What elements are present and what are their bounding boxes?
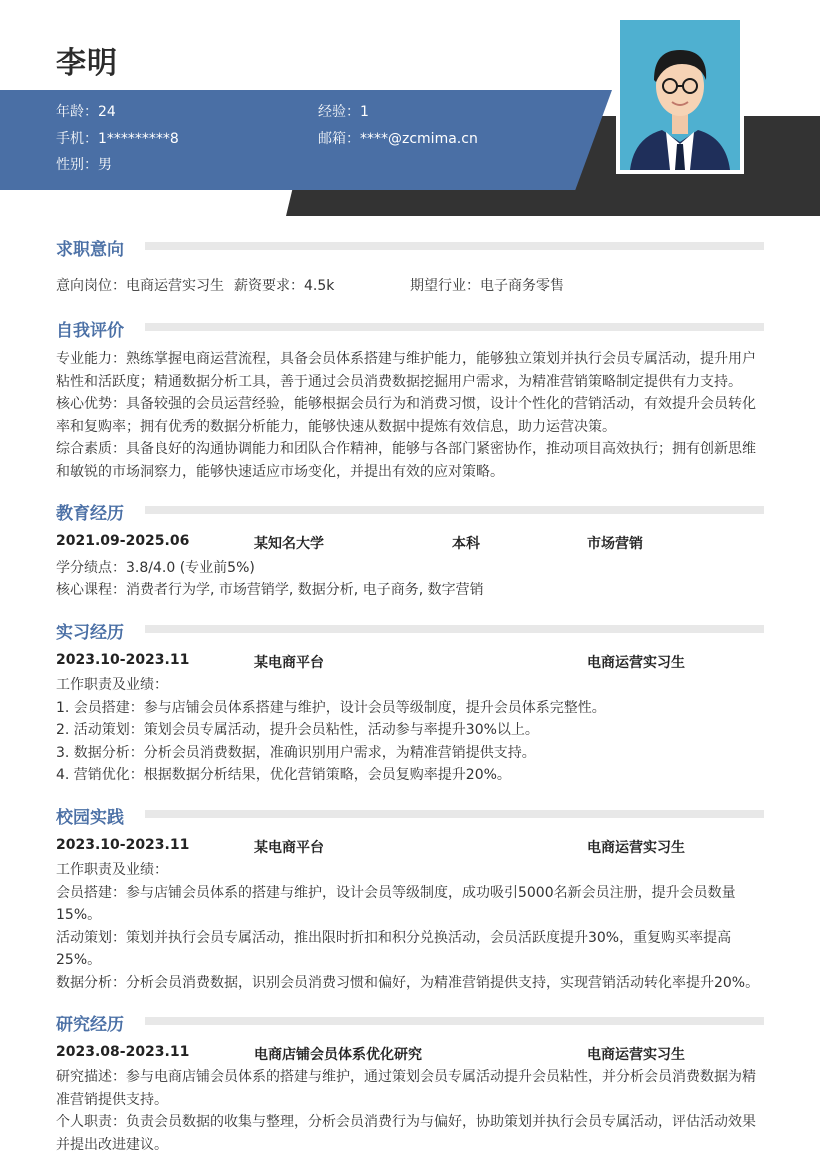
education-section-bar — [145, 506, 764, 514]
education-header-row — [56, 533, 766, 555]
research-details — [56, 1066, 766, 1156]
experience-value: 1 — [360, 104, 369, 120]
campus-date: 2023.10-2023.11 — [56, 837, 190, 853]
research-role: 电商运营实习生 — [587, 1047, 685, 1063]
research-project: 电商店铺会员体系优化研究 — [254, 1047, 422, 1063]
internship-duties-label: 工作职责及业绩： — [56, 677, 168, 693]
internship-section-title: 实习经历 — [56, 618, 130, 643]
internship-duties — [56, 674, 766, 787]
education-degree: 本科 — [452, 536, 480, 552]
campus-item: 数据分析：分析会员消费数据，识别会员消费习惯和偏好，为精准营销提供支持，实现营销活动转化率提升20%。 — [56, 974, 760, 991]
self-eval-section-bar — [145, 323, 764, 331]
self-eval-section-title: 自我评价 — [56, 316, 130, 341]
age-value: 24 — [98, 104, 116, 120]
campus-section-bar — [145, 810, 764, 818]
self-eval-paragraph: 专业能力：熟练掌握电商运营流程，具备会员体系搭建与维护能力，能够独立策划并执行会员专属活动，提升用户粘性和活跃度；精通数据分析工具，善于通过会员消费数据挖掘用户需求，为精准营销策略制定提供有力支持。 — [56, 351, 756, 390]
phone-field: 手机：1*********8 — [56, 131, 179, 147]
experience-field: 经验：1 — [318, 104, 369, 120]
gender-value: 男 — [98, 157, 112, 173]
self-eval-paragraph: 综合素质：具备良好的沟通协调能力和团队合作精神，能够与各部门紧密协作，推动项目高效执行；拥有创新思维和敏锐的市场洞察力，能够快速适应市场变化，并提出有效的应对策略。 — [56, 441, 756, 480]
education-section-title: 教育经历 — [56, 499, 130, 524]
self-eval-paragraph: 核心优势：具备较强的会员运营经验，能够根据会员行为和消费习惯，设计个性化的营销活动，有效提升会员转化率和复购率；拥有优秀的数据分析能力，能够快速从数据中提炼有效信息，助力运营决策。 — [56, 396, 756, 435]
internship-date: 2023.10-2023.11 — [56, 652, 190, 668]
internship-item: 4. 营销优化：根据数据分析结果，优化营销策略，会员复购率提升20%。 — [56, 767, 511, 783]
intent-industry: 期望行业：电子商务零售 — [410, 278, 564, 294]
internship-section-bar — [145, 625, 764, 633]
education-major: 市场营销 — [587, 536, 643, 552]
research-date: 2023.08-2023.11 — [56, 1044, 190, 1060]
internship-company: 某电商平台 — [254, 655, 324, 671]
education-courses: 核心课程：消费者行为学, 市场营销学, 数据分析, 电子商务, 数字营销 — [56, 582, 484, 598]
candidate-name: 李明 — [56, 46, 118, 81]
intent-section-title: 求职意向 — [56, 235, 130, 260]
self-eval-body — [56, 348, 766, 483]
research-section-bar — [145, 1017, 764, 1025]
education-gpa: 学分绩点：3.8/4.0 (专业前5%) — [56, 560, 255, 576]
campus-section-title: 校园实践 — [56, 803, 130, 828]
email-value: ****@zcmima.cn — [360, 131, 478, 147]
intent-salary: 薪资要求：4.5k — [234, 278, 335, 294]
education-date: 2021.09-2025.06 — [56, 533, 190, 549]
campus-item: 活动策划：策划并执行会员专属活动，推出限时折扣和积分兑换活动，会员活跃度提升30%，重复购买率提高25%。 — [56, 929, 732, 968]
internship-item: 3. 数据分析：分析会员消费数据，准确识别用户需求，为精准营销提供支持。 — [56, 744, 536, 761]
internship-header-row — [56, 652, 766, 674]
research-item: 个人职责：负责会员数据的收集与整理，分析会员消费行为与偏好，协助策划并执行会员专属活动，评估活动效果并提出改进建议。 — [56, 1114, 756, 1153]
profile-photo — [616, 16, 744, 174]
internship-item: 2. 活动策划：策划会员专属活动，提升会员粘性，活动参与率提升30%以上。 — [56, 722, 539, 738]
email-field: 邮箱：****@zcmima.cn — [318, 131, 478, 147]
avatar-illustration — [620, 20, 740, 170]
internship-role: 电商运营实习生 — [587, 655, 685, 671]
campus-duties-label: 工作职责及业绩： — [56, 862, 168, 878]
age-field: 年龄：24 — [56, 104, 116, 120]
gender-field: 性别：男 — [56, 157, 112, 173]
phone-value: 1*********8 — [98, 131, 179, 147]
campus-header-row — [56, 837, 766, 859]
campus-company: 某电商平台 — [254, 840, 324, 856]
research-header-row — [56, 1044, 766, 1066]
research-item: 研究描述：参与电商店铺会员体系的搭建与维护，通过策划会员专属活动提升会员粘性，并分析会员消费数据为精准营销提供支持。 — [56, 1069, 756, 1108]
research-section-title: 研究经历 — [56, 1010, 130, 1035]
campus-duties — [56, 859, 766, 994]
intent-position: 意向岗位：电商运营实习生 — [56, 278, 224, 294]
campus-item: 会员搭建：参与店铺会员体系的搭建与维护，设计会员等级制度，成功吸引5000名新会员注册，提升会员数量15%。 — [56, 884, 736, 923]
internship-item: 1. 会员搭建：参与店铺会员体系搭建与维护，设计会员等级制度，提升会员体系完整性。 — [56, 699, 606, 716]
intent-section-bar — [145, 242, 764, 250]
education-school: 某知名大学 — [254, 536, 324, 552]
campus-role: 电商运营实习生 — [587, 840, 685, 856]
